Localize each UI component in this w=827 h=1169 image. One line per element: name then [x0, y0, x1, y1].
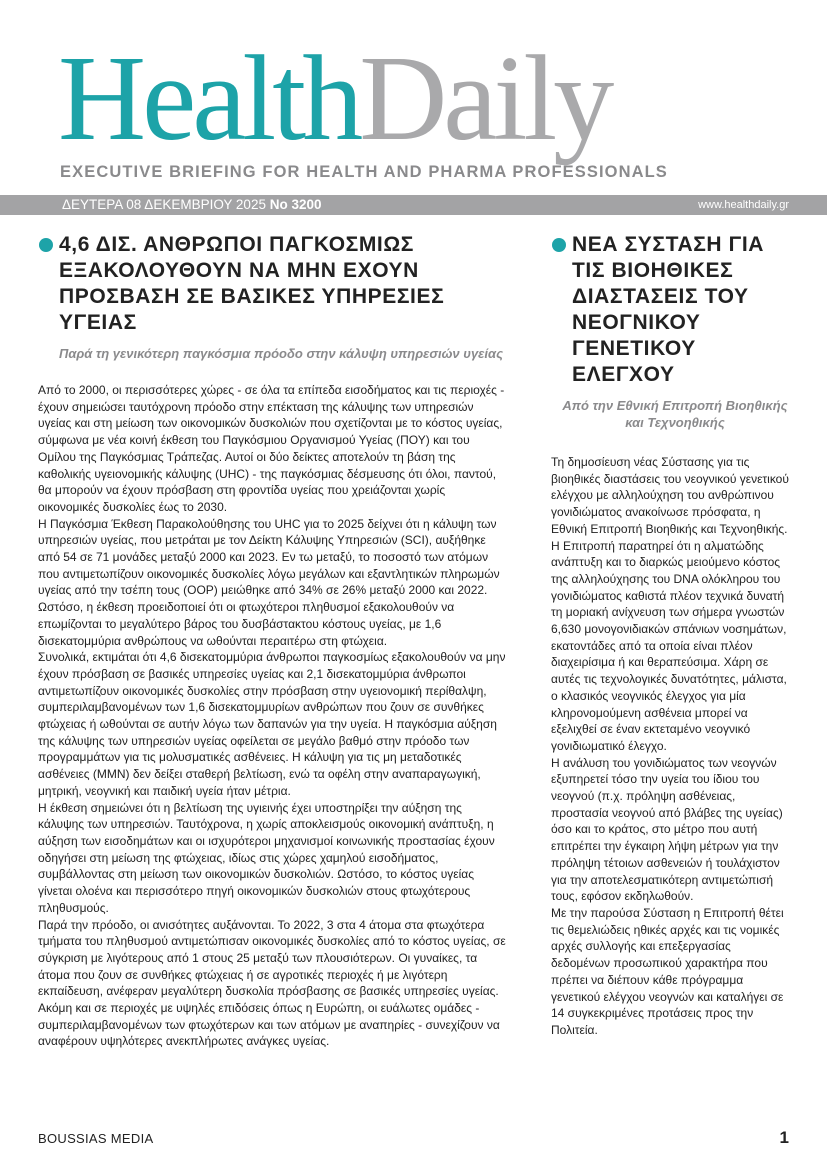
issue-number: No 3200	[269, 197, 322, 212]
health-daily-logo[interactable]	[58, 31, 611, 166]
headline-bullet-icon	[552, 238, 566, 252]
paragraph: Ωστόσο, η έκθεση προειδοποιεί ότι οι φτωχότεροι πληθυσμοί εξακολουθούν να επωμίζονται το μεγαλύτερο βάρος του δυσβάστακτου κόστους υγείας, με 1,6 δισεκατομμύρια ανθρώπους να ωθούνται περαιτέρω στη φτώχεια.	[38, 600, 455, 648]
article-main-subhead: Παρά τη γενικότερη παγκόσμια πρόοδο στην κάλυψη υπηρεσιών υγείας	[59, 346, 503, 361]
issue-date: ΔΕΥΤΕΡΑ 08 ΔΕΚΕΜΒΡΙΟΥ 2025	[62, 197, 266, 212]
article-main	[38, 232, 508, 1050]
paragraph: Η ανάλυση του γονιδιώματος των νεογνών εξυπηρετεί τόσο την υγεία του ίδιου του νεογνού (π.χ. πρόληψη ασθένειας, προστασία νεογνού από βλάβες της υγείας) όσο και το κράτος, στο μέτρο που αυτή επιτρέπει την έγκαιρη λήψη μέτρων για την πρόληψη τέτοιων ασθενειών ή τουλάχιστον για την αποτελεσματικότερη αντιμετώπισή τους, εφόσον εκδηλωθούν.	[551, 755, 783, 904]
paragraph: Η Επιτροπή παρατηρεί ότι η αλματώδης ανάπτυξη και το διαρκώς μειούμενο κόστος της αλληλούχησης του DNA ολόκληρου του γονιδιώματος καθιστά πλέον τεχνικά δυνατή τη μοριακή ανίχνευση των σήμερα γνωστών 6,630 μονογονιδιακών σπάνιων νοσημάτων, εκατοντάδες από τα οποία είναι πλέον διαχειρίσιμα ή και θεραπεύσιμα. Χάρη σε αυτές τις τεχνολογικές δυνατότητες, μάλιστα, ο κλασικός νεογνικός έλεγχος για μία κληρονομούμενη ασθένεια μπορεί να εξελιχθεί σε έναν εκτεταμένο νεογνικό γονιδιωματικό έλεγχο.	[551, 538, 787, 753]
logo-word-health: Health	[58, 31, 360, 166]
issue-date-line	[62, 195, 322, 215]
website-link[interactable]: www.healthdaily.gr	[698, 199, 789, 211]
paragraph: Τη δημοσίευση νέας Σύστασης για τις βιοηθικές διαστάσεις του νεογνικού γενετικού ελέγχου με αλληλούχηση του ανθρώπινου γονιδιώματος ανακοίνωσε πρόσφατα, η Εθνική Επιτροπή Βιοηθικής και Τεχνοηθικής.	[551, 455, 789, 536]
logo-word-daily: Daily	[359, 31, 611, 166]
paragraph: Η έκθεση σημειώνει ότι η βελτίωση της υγιεινής έχει υποστηρίξει την αύξηση της κάλυψης των υπηρεσιών. Ταυτόχρονα, η χωρίς αποκλεισμούς οικονομική ανάπτυξη, η αύξηση των εισοδημάτων και οι ισχυρότεροι μηχανισμοί κοινωνικής προστασίας έχουν οδηγήσει στη μείωση της φτώχειας, ιδίως στις χώρες χαμηλού εισοδήματος, συμβάλλοντας στη μείωση των οικονομικών δυσκολιών. Ωστόσο, το κόστος υγείας γίνεται ολοένα και περισσότερο πηγή οικονομικών δυσκολιών στους φτωχότερους πληθυσμούς.	[38, 800, 495, 915]
article-side-headline: ΝΕΑ ΣΥΣΤΑΣΗ ΓΙΑ ΤΙΣ ΒΙΟΗΘΙΚΕΣ ΔΙΑΣΤΑΣΕΙΣ ΤΟΥ ΝΕΟΓΝΙΚΟΥ ΓΕΝΕΤΙΚΟΥ ΕΛΕΓΧΟΥ	[572, 233, 765, 386]
paragraph: Από το 2000, οι περισσότερες χώρες - σε όλα τα επίπεδα εισοδήματος και τις περιοχές - έχουν σημειώσει ταυτόχρονη πρόοδο στην επέκταση της κάλυψης των υπηρεσιών υγείας και στη μείωση των οικονομικών δυσκολιών που σχετίζονται με το κόστος υγείας, σύμφωνα με νέα κοινή έκθεση του Παγκόσμιου Οργανισμού Υγείας (ΠΟΥ) και του Ομίλου της Παγκόσμιας Τράπεζας. Αυτοί οι δύο δείκτες αποτελούν τη βάση της καθολικής υγειονομικής κάλυψης (UHC) - της παγκόσμιας δέσμευσης ότι όλοι, παντού, θα μπορούν να έχουν πρόσβαση στη φροντίδα υγείας που χρειάζονται χωρίς οικονομικές δυσκολίες έως το 2030.	[38, 383, 505, 514]
article-side	[551, 232, 789, 1039]
paragraph: Παρά την πρόοδο, οι ανισότητες αυξάνονται. Το 2022, 3 στα 4 άτομα στα φτωχότερα τμήματα του πληθυσμού αντιμετώπισαν οικονομικές δυσκολίες από το κόστος υγείας, σε σύγκριση με λιγότερους από 1 στους 25 μεταξύ των πλουσιότερων. Οι γυναίκες, τα άτομα που ζουν σε συνθήκες φτώχειας ή σε αγροτικές περιοχές ή με λιγότερη εκπαίδευση, ανέφεραν μεγαλύτερη δυσκολία πρόσβασης σε βασικές υπηρεσίες υγείας. Ακόμη και σε περιοχές με υψηλές επιδόσεις όπως η Ευρώπη, οι ευάλωτες ομάδες - συμπεριλαμβανομένων των φτωχότερων και των ατόμων με αναπηρίες - συνεχίζουν να αναφέρουν υψηλότερες ανεκπλήρωτες ανάγκες υγείας.	[38, 917, 506, 1049]
article-main-body	[38, 382, 508, 1050]
publisher-name: BOUSSIAS MEDIA	[38, 1131, 154, 1146]
paragraph: Η Παγκόσμια Έκθεση Παρακολούθησης του UHC για το 2025 δείχνει ότι η κάλυψη των υπηρεσιών υγείας, που μετράται με τον Δείκτη Κάλυψης Υπηρεσιών (SCI), αυξήθηκε από 54 σε 71 μονάδες μεταξύ 2000 και 2023. Εν τω μεταξύ, το ποσοστό των ατόμων που αντιμετωπίζουν οικονομικές δυσκολίες λόγω μεγάλων και εξαντλητικών πληρωμών υγείας από την τσέπη τους (OOP) μειώθηκε από 34% σε 26% μεταξύ 2000 και 2022.	[38, 516, 500, 598]
paragraph: Συνολικά, εκτιμάται ότι 4,6 δισεκατομμύρια άνθρωποι παγκοσμίως εξακολουθούν να μην έχουν πρόσβαση σε βασικές υπηρεσίες υγείας και 2,1 δισεκατομμύρια άνθρωποι αντιμετωπίζουν οικονομικές δυσκολίες στην πρόσβαση στην υγειονομική περίθαλψη, συμπεριλαμβανομένων των 1,6 δισεκατομμυρίων ανθρώπων που ζουν σε συνθήκες φτώχειας ή ωθούνται σε αυτήν λόγω των δαπανών για την υγεία. Η παγκόσμια αύξηση της κάλυψης των υπηρεσιών υγείας οφείλεται σε μεγάλο βαθμό στην πρόοδο των προγραμμάτων για τις μολυσματικές ασθένειες. Η κάλυψη για τις μη μεταδοτικές ασθένειες (ΜΜΝ) δεν δείξει σταθερή βελτίωση, ενώ τα οφέλη στην αναπαραγωγική, μητρική, νεογνική και παιδική υγεία ήταν μέτρια.	[38, 650, 506, 798]
article-side-body	[551, 454, 789, 1039]
headline-bullet-icon	[39, 238, 53, 252]
date-bar	[0, 195, 827, 215]
paragraph: Με την παρούσα Σύσταση η Επιτροπή θέτει τις θεμελιώδεις ηθικές αρχές και τις νομικές αρχές συλλογής και επεξεργασίας δεδομένων προσωπικού χαρακτήρα που πρέπει να διέπουν κάθε πρόγραμμα γενετικού ελέγχου νεογνών και καταλήγει σε 14 συγκεκριμένες προτάσεις προς την Πολιτεία.	[551, 905, 784, 1037]
masthead	[58, 31, 778, 166]
article-side-subhead: Από την Εθνική Επιτροπή Βιοηθικής και Τεχνοηθικής	[562, 398, 788, 430]
article-main-headline: 4,6 ΔΙΣ. ΑΝΘΡΩΠΟΙ ΠΑΓΚΟΣΜΙΩΣ ΕΞΑΚΟΛΟΥΘΟΥΝ ΝΑ ΜΗΝ ΕΧΟΥΝ ΠΡΟΣΒΑΣΗ ΣΕ ΒΑΣΙΚΕΣ ΥΠΗΡΕΣΙΕΣ ΥΓΕΙΑΣ	[59, 233, 445, 334]
tagline: EXECUTIVE BRIEFING FOR HEALTH AND PHARMA PROFESSIONALS	[60, 163, 668, 181]
page-number: 1	[779, 1128, 789, 1147]
